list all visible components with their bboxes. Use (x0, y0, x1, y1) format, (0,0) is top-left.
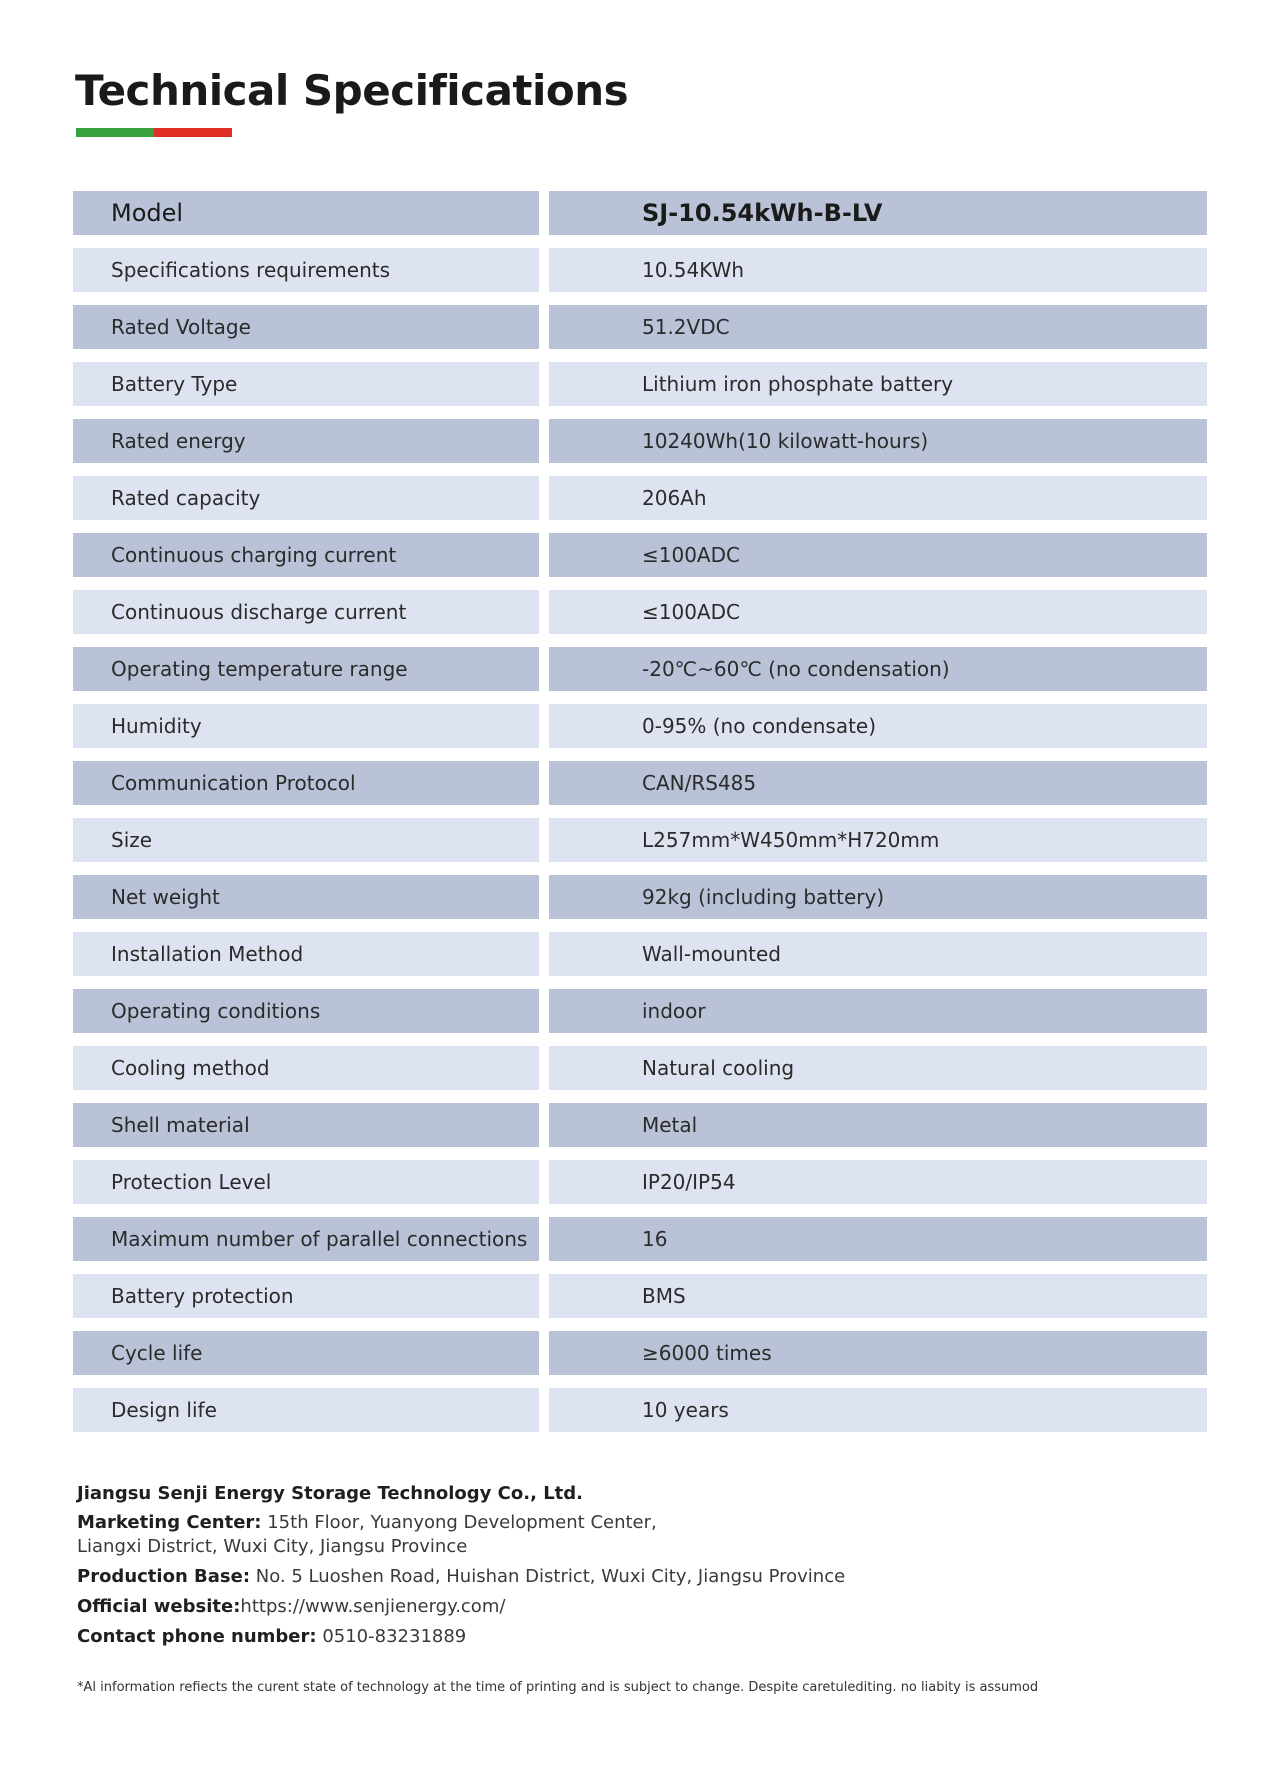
table-row (73, 362, 1207, 406)
table-row (73, 1046, 1207, 1090)
table-row (73, 647, 1207, 691)
underline-red-segment (154, 128, 232, 137)
table-row (73, 1160, 1207, 1204)
underline-green-segment (76, 128, 154, 137)
spec-value: Wall-mounted (549, 932, 1207, 976)
spec-label: Battery Type (73, 362, 539, 406)
production-address: No. 5 Luoshen Road, Huishan District, Wuxi City, Jiangsu Province (255, 1566, 846, 1587)
table-row (73, 590, 1207, 634)
table-row (73, 1388, 1207, 1432)
spec-value: 206Ah (549, 476, 1207, 520)
table-row (73, 704, 1207, 748)
table-row (73, 1274, 1207, 1318)
spec-value: IP20/IP54 (549, 1160, 1207, 1204)
company-name: Jiangsu Senji Energy Storage Technology Co., Ltd. (77, 1483, 583, 1504)
spec-value: BMS (549, 1274, 1207, 1318)
spec-value: Lithium iron phosphate battery (549, 362, 1207, 406)
table-row (73, 533, 1207, 577)
spec-label: Operating conditions (73, 989, 539, 1033)
spec-value: Metal (549, 1103, 1207, 1147)
spec-label: Operating temperature range (73, 647, 539, 691)
spec-label: Maximum number of parallel connections (73, 1217, 539, 1261)
website-link[interactable]: https://www.senjienergy.com/ (240, 1596, 506, 1617)
table-row (73, 761, 1207, 805)
header-model-value: SJ-10.54kWh-B-LV (549, 191, 1207, 235)
spec-label: Rated Voltage (73, 305, 539, 349)
spec-label: Specifications requirements (73, 248, 539, 292)
disclaimer: *Al information refiects the curent state of technology at the time of printing and is subject to change. Despite caretulediting. no liabity is assumod (77, 1680, 1039, 1695)
spec-value: Natural cooling (549, 1046, 1207, 1090)
company-info (77, 1483, 1207, 1655)
spec-label: Humidity (73, 704, 539, 748)
spec-label: Rated capacity (73, 476, 539, 520)
table-row (73, 1331, 1207, 1375)
spec-value: ≤100ADC (549, 590, 1207, 634)
spec-label: Communication Protocol (73, 761, 539, 805)
spec-value: 51.2VDC (549, 305, 1207, 349)
spec-label: Cooling method (73, 1046, 539, 1090)
spec-label: Net weight (73, 875, 539, 919)
spec-label: Cycle life (73, 1331, 539, 1375)
table-row (73, 1217, 1207, 1261)
table-row (73, 818, 1207, 862)
spec-label: Size (73, 818, 539, 862)
title-underline (76, 128, 232, 137)
spec-value: indoor (549, 989, 1207, 1033)
page-title: Technical Specifications (75, 66, 629, 115)
website-label: Official website: (77, 1596, 241, 1617)
header-label: Model (73, 191, 539, 235)
spec-label: Continuous discharge current (73, 590, 539, 634)
table-header-row (73, 191, 1207, 235)
marketing-label: Marketing Center: (77, 1512, 262, 1533)
table-row (73, 932, 1207, 976)
official-website (77, 1595, 1207, 1619)
spec-value: ≤100ADC (549, 533, 1207, 577)
spec-value: L257mm*W450mm*H720mm (549, 818, 1207, 862)
spec-value: -20℃~60℃ (no condensation) (549, 647, 1207, 691)
marketing-center (77, 1511, 1207, 1559)
table-row (73, 476, 1207, 520)
spec-value: 10.54KWh (549, 248, 1207, 292)
phone-number: 0510-83231889 (322, 1626, 467, 1647)
spec-value: 10 years (549, 1388, 1207, 1432)
spec-value: ≥6000 times (549, 1331, 1207, 1375)
production-base (77, 1565, 1207, 1589)
spec-value: 10240Wh(10 kilowatt-hours) (549, 419, 1207, 463)
spec-label: Design life (73, 1388, 539, 1432)
table-row (73, 875, 1207, 919)
spec-label: Protection Level (73, 1160, 539, 1204)
table-row (73, 989, 1207, 1033)
table-row (73, 419, 1207, 463)
spec-value: CAN/RS485 (549, 761, 1207, 805)
spec-label: Rated energy (73, 419, 539, 463)
spec-table (73, 191, 1207, 1432)
contact-phone (77, 1625, 1207, 1649)
spec-value: 16 (549, 1217, 1207, 1261)
marketing-address-line2: Liangxi District, Wuxi City, Jiangsu Province (77, 1536, 468, 1557)
spec-label: Installation Method (73, 932, 539, 976)
production-label: Production Base: (77, 1566, 251, 1587)
spec-value: 92kg (including battery) (549, 875, 1207, 919)
spec-label: Continuous charging current (73, 533, 539, 577)
spec-value: 0-95% (no condensate) (549, 704, 1207, 748)
spec-label: Battery protection (73, 1274, 539, 1318)
phone-label: Contact phone number: (77, 1626, 317, 1647)
table-row (73, 1103, 1207, 1147)
marketing-address-line1: 15th Floor, Yuanyong Development Center, (267, 1512, 657, 1533)
table-row (73, 305, 1207, 349)
table-row (73, 248, 1207, 292)
spec-label: Shell material (73, 1103, 539, 1147)
